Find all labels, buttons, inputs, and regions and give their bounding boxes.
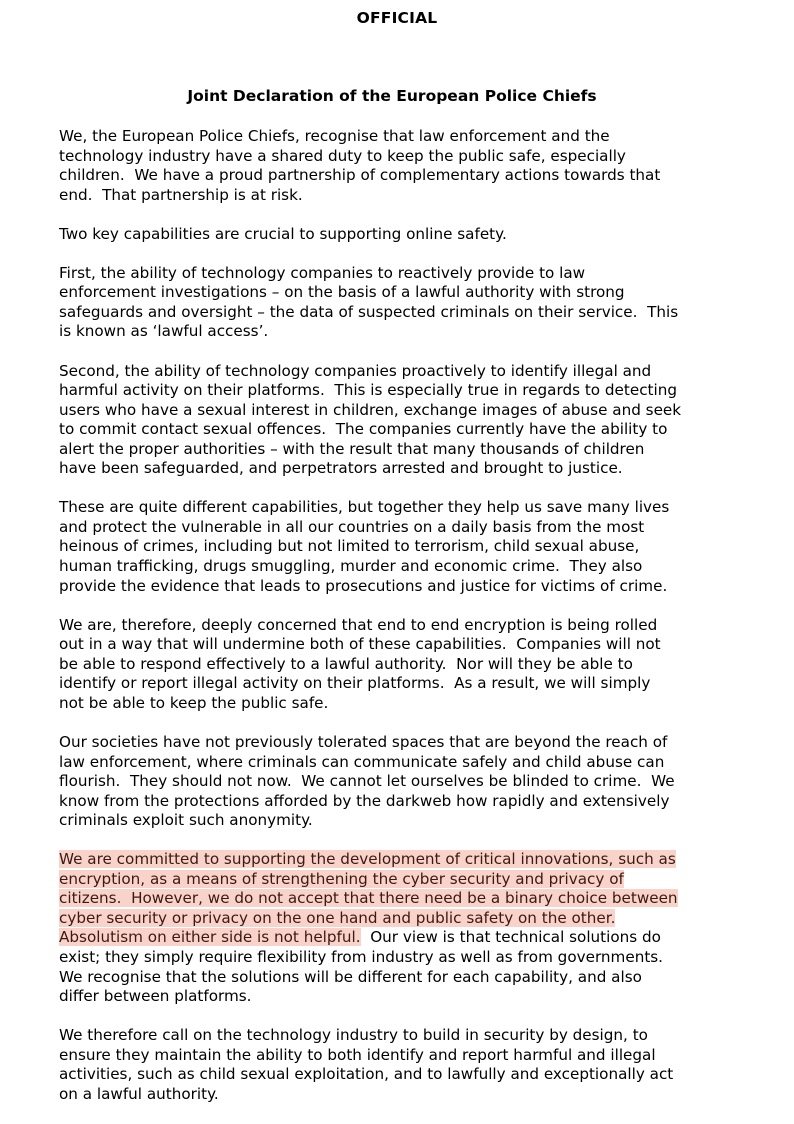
paragraph-different-capabilities <box>59 498 731 596</box>
document-body <box>59 127 731 1124</box>
text-line: heinous of crimes, including but not limited to terrorism, child sexual abuse, <box>59 537 640 556</box>
text-line: exist; they simply require flexibility from industry as well as from governments. <box>59 947 664 966</box>
text-line: provide the evidence that leads to prosecutions and justice for victims of crime. <box>59 576 668 595</box>
classification-marking: OFFICIAL <box>356 9 438 27</box>
paragraph-call-to-action <box>59 1026 731 1104</box>
text-line: to commit contact sexual offences. The companies currently have the ability to <box>59 420 668 439</box>
document-title: Joint Declaration of the European Police Chiefs <box>187 87 597 105</box>
text-line: We, the European Police Chiefs, recognise that law enforcement and the <box>59 127 610 145</box>
text-line: alert the proper authorities – with the result that many thousands of children <box>59 439 645 458</box>
text-line: flourish. They should not now. We cannot let ourselves be blinded to crime. We <box>59 772 675 791</box>
text-line: out in a way that will undermine both of these capabilities. Companies will not <box>59 635 661 654</box>
text-line: end. That partnership is at risk. <box>59 185 303 204</box>
text-line: users who have a sexual interest in children, exchange images of abuse and seek <box>59 400 682 419</box>
paragraph-societies <box>59 733 731 831</box>
text-line: be able to respond effectively to a lawful authority. Nor will they be able to <box>59 654 633 673</box>
highlighted-text-line <box>59 909 731 929</box>
text-highlight: We are committed to supporting the development of critical innovations, such as <box>59 850 676 869</box>
text-line: ensure they maintain the ability to both identify and report harmful and illegal <box>59 1045 656 1064</box>
text-line: have been safeguarded, and perpetrators arrested and brought to justice. <box>59 459 623 478</box>
text-segment: Our view is that technical solutions do <box>360 928 661 947</box>
text-line: Second, the ability of technology companies proactively to identify illegal and <box>59 361 652 380</box>
text-line: We are, therefore, deeply concerned that end to end encryption is being rolled <box>59 615 658 634</box>
text-line: Our societies have not previously tolerated spaces that are beyond the reach of <box>59 732 668 751</box>
text-line: These are quite different capabilities, but together they help us save many lives <box>59 498 670 517</box>
paragraph-commitment <box>59 850 731 1006</box>
text-line: First, the ability of technology companies to reactively provide to law <box>59 263 586 282</box>
text-line: harmful activity on their platforms. This is especially true in regards to detecting <box>59 381 677 400</box>
text-highlight: cyber security or privacy on the one hand and public safety on the other. <box>59 908 616 927</box>
text-line: identify or report illegal activity on their platforms. As a result, we will simply <box>59 674 651 693</box>
text-line: human trafficking, drugs smuggling, murder and economic crime. They also <box>59 557 643 576</box>
text-line: children. We have a proud partnership of complementary actions towards that <box>59 166 661 185</box>
text-line: technology industry have a shared duty to keep the public safe, especially <box>59 146 626 165</box>
text-line: criminals exploit such anonymity. <box>59 811 313 830</box>
text-line: know from the protections afforded by the darkweb how rapidly and extensively <box>59 791 670 810</box>
highlighted-text-line <box>59 870 731 890</box>
text-highlight: encryption, as a means of strengthening the cyber security and privacy of <box>59 869 624 888</box>
paragraph-second-capability <box>59 362 731 479</box>
text-line: enforcement investigations – on the basis of a lawful authority with strong <box>59 283 625 302</box>
text-line: not be able to keep the public safe. <box>59 693 329 712</box>
text-highlight: citizens. However, we do not accept that there need be a binary choice between <box>59 889 678 908</box>
text-highlight: Absolutism on either side is not helpful. <box>59 928 361 947</box>
text-line: We therefore call on the technology industry to build in security by design, to <box>59 1026 648 1045</box>
paragraph-encryption-concern <box>59 616 731 714</box>
paragraph-intro <box>59 127 731 205</box>
text-line: on a lawful authority. <box>59 1084 219 1103</box>
text-line: safeguards and oversight – the data of suspected criminals on their service. This <box>59 302 679 321</box>
paragraph-capabilities <box>59 225 731 245</box>
text-line: We recognise that the solutions will be different for each capability, and also <box>59 967 642 986</box>
text-line: activities, such as child sexual exploitation, and to lawfully and exceptionally act <box>59 1065 674 1084</box>
text-line: law enforcement, where criminals can communicate safely and child abuse can <box>59 752 665 771</box>
text-line: and protect the vulnerable in all our countries on a daily basis from the most <box>59 517 645 536</box>
highlighted-text-line <box>59 928 731 948</box>
text-line: Two key capabilities are crucial to supporting online safety. <box>59 224 507 243</box>
text-line: is known as ‘lawful access’. <box>59 322 269 341</box>
text-line: differ between platforms. <box>59 987 252 1006</box>
highlighted-text-line <box>59 889 731 909</box>
highlighted-text-line <box>59 850 731 870</box>
paragraph-first-capability <box>59 264 731 342</box>
